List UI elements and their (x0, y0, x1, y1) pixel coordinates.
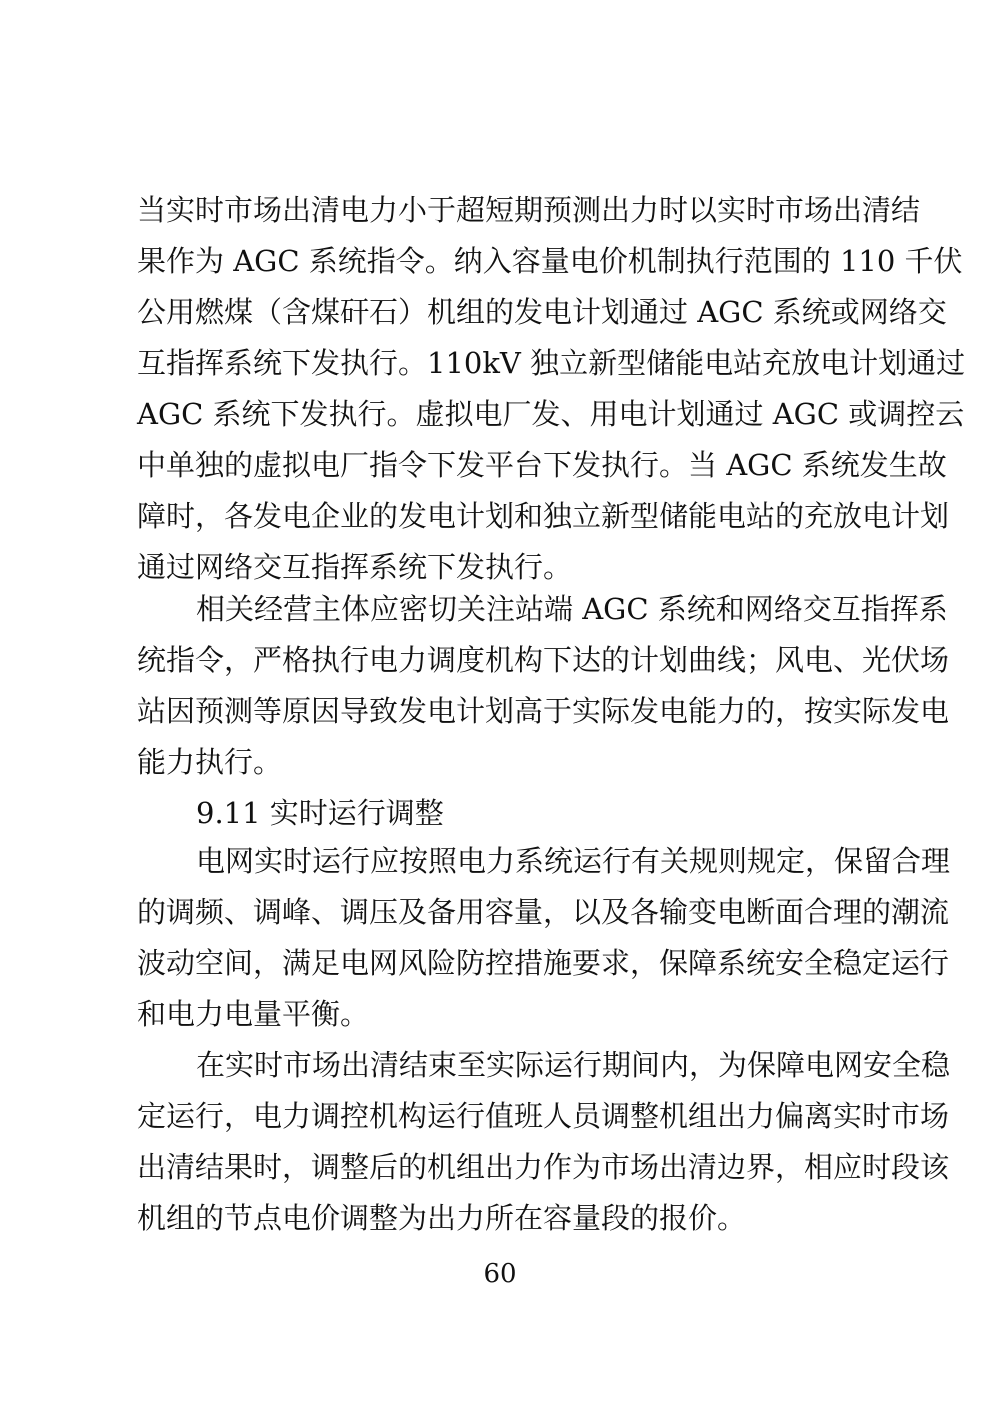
section-heading: 9.11 实时运行调整 (196, 796, 444, 830)
paragraph-1-line-4: 互指挥系统下发执行。110kV 独立新型储能电站充放电计划通过 (137, 346, 966, 380)
paragraph-1-line-2: 果作为 AGC 系统指令。纳入容量电价机制执行范围的 110 千伏 (137, 244, 963, 278)
paragraph-3-line-1: 电网实时运行应按照电力系统运行有关规则规定，保留合理 (196, 844, 951, 878)
paragraph-4-line-3: 出清结果时，调整后的机组出力作为市场出清边界，相应时段该 (137, 1150, 950, 1184)
paragraph-4-line-1: 在实时市场出清结束至实际运行期间内，为保障电网安全稳 (196, 1048, 951, 1082)
paragraph-2-line-2: 统指令，严格执行电力调度机构下达的计划曲线；风电、光伏场 (137, 643, 950, 677)
paragraph-2-line-1: 相关经营主体应密切关注站端 AGC 系统和网络交互指挥系 (196, 592, 948, 626)
paragraph-3-line-4: 和电力电量平衡。 (137, 997, 370, 1031)
page-number: 60 (483, 1259, 517, 1289)
paragraph-1-line-5: AGC 系统下发执行。虚拟电厂发、用电计划通过 AGC 或调控云 (137, 397, 965, 431)
paragraph-2-line-4: 能力执行。 (137, 745, 283, 779)
paragraph-1-line-6: 中单独的虚拟电厂指令下发平台下发执行。当 AGC 系统发生故 (137, 448, 947, 482)
paragraph-3-line-3: 波动空间，满足电网风险防控措施要求，保障系统安全稳定运行 (137, 946, 950, 980)
paragraph-2-line-3: 站因预测等原因导致发电计划高于实际发电能力的，按实际发电 (137, 694, 950, 728)
paragraph-1-line-7: 障时，各发电企业的发电计划和独立新型储能电站的充放电计划 (137, 499, 950, 533)
paragraph-4-line-2: 定运行，电力调控机构运行值班人员调整机组出力偏离实时市场 (137, 1099, 950, 1133)
paragraph-1-line-1: 当实时市场出清电力小于超短期预测出力时以实时市场出清结 (137, 193, 921, 227)
paragraph-3-line-2: 的调频、调峰、调压及备用容量，以及各输变电断面合理的潮流 (137, 895, 950, 929)
paragraph-1-line-8: 通过网络交互指挥系统下发执行。 (137, 550, 573, 584)
paragraph-4-line-4: 机组的节点电价调整为出力所在容量段的报价。 (137, 1201, 747, 1235)
paragraph-1-line-3: 公用燃煤（含煤矸石）机组的发电计划通过 AGC 系统或网络交 (137, 295, 947, 329)
